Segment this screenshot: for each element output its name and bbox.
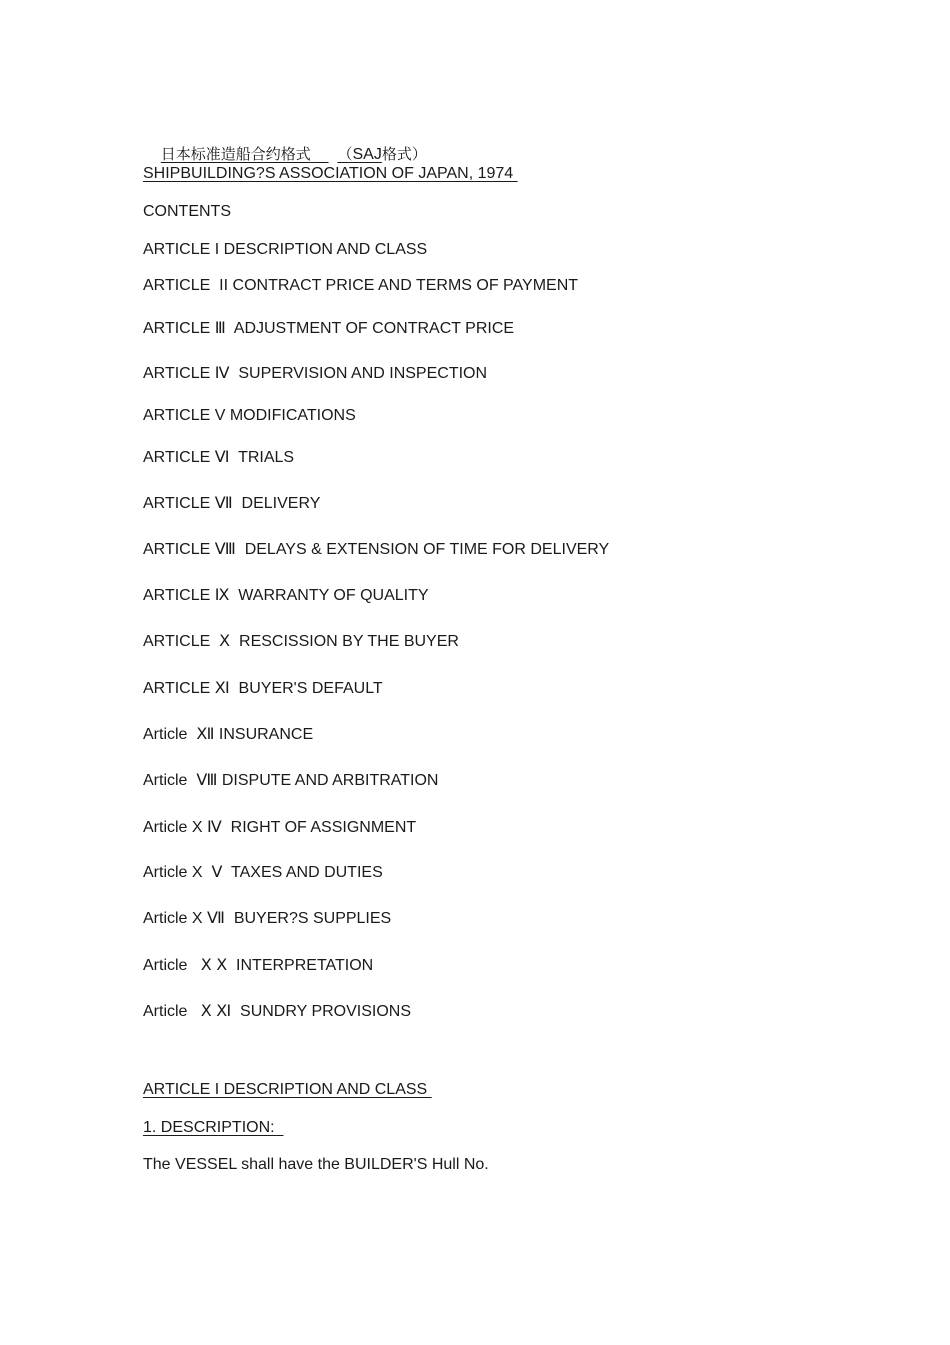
saj-close: 格式） xyxy=(381,145,427,163)
article-heading: ARTICLE I DESCRIPTION AND CLASS xyxy=(143,1081,432,1098)
body-paragraph: The VESSEL shall have the BUILDER'S Hull No. xyxy=(143,1156,489,1173)
contents-item: Article X Ⅶ BUYER?S SUPPLIES xyxy=(143,910,392,927)
saj-open: （ xyxy=(337,145,353,163)
contents-item: ARTICLE Ⅶ DELIVERY xyxy=(143,495,321,512)
contents-item: ARTICLE Ⅳ SUPERVISION AND INSPECTION xyxy=(143,365,488,382)
association-line: SHIPBUILDING?S ASSOCIATION OF JAPAN, 1974 xyxy=(143,165,518,182)
title-gap xyxy=(311,146,329,163)
contents-item: ARTICLE Ⅲ ADJUSTMENT OF CONTRACT PRICE xyxy=(143,320,515,337)
contents-item: Article Ⅷ DISPUTE AND ARBITRATION xyxy=(143,772,439,789)
contents-item: Article Ⅻ INSURANCE xyxy=(143,726,314,743)
section-heading: 1. DESCRIPTION: xyxy=(143,1119,284,1136)
contents-item: ARTICLE II CONTRACT PRICE AND TERMS OF PAYMENT xyxy=(143,277,579,294)
contents-item: Article X Ⅳ RIGHT OF ASSIGNMENT xyxy=(143,819,417,836)
contents-item: ARTICLE Ⅵ TRIALS xyxy=(143,449,295,466)
contents-heading: CONTENTS xyxy=(143,203,231,220)
chinese-title: 日本标准造船合约格式 xyxy=(160,145,311,163)
contents-item: ARTICLE I DESCRIPTION AND CLASS xyxy=(143,241,428,258)
saj-label: SAJ xyxy=(352,146,382,163)
contents-item: ARTICLE Ⅺ BUYER'S DEFAULT xyxy=(143,680,383,697)
contents-item: ARTICLE Ⅷ DELAYS & EXTENSION OF TIME FOR DELIVERY xyxy=(143,541,610,558)
contents-item: Article Ⅹ Ⅹ INTERPRETATION xyxy=(143,957,374,974)
contents-item: Article X Ⅴ TAXES AND DUTIES xyxy=(143,864,383,881)
contents-item: Article Ⅹ Ⅺ SUNDRY PROVISIONS xyxy=(143,1003,412,1020)
contents-item: ARTICLE Ⅸ WARRANTY OF QUALITY xyxy=(143,587,429,604)
contents-item: ARTICLE V MODIFICATIONS xyxy=(143,407,356,424)
contents-item: ARTICLE Ⅹ RESCISSION BY THE BUYER xyxy=(143,633,459,650)
